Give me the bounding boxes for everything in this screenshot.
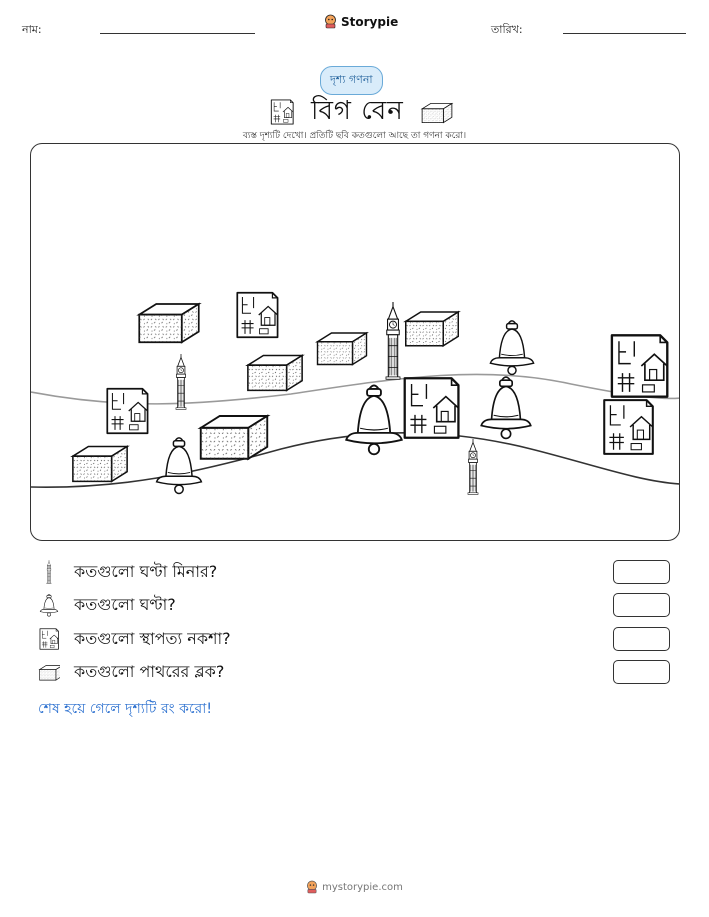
answer-box-blueprint[interactable] — [613, 627, 670, 651]
stone-block-icon — [420, 98, 454, 126]
blueprint-icon — [237, 293, 277, 338]
question-text: কতগুলো ঘণ্টা? — [74, 594, 176, 614]
blueprint-icon — [107, 389, 147, 434]
blueprint-icon — [269, 97, 295, 127]
instructions: ব্যস্ত দৃশ্যটি দেখো। প্রতিটি ছবি কতগুলো আছে তা গণনা করো। — [242, 131, 467, 141]
clock-tower-icon — [38, 560, 60, 584]
stone-block-icon — [73, 447, 127, 482]
clock-tower-icon — [468, 439, 478, 494]
bell-icon — [490, 321, 533, 375]
blueprint-icon — [38, 627, 60, 651]
brand — [324, 14, 398, 29]
counting-scene — [30, 143, 680, 541]
bell-icon — [157, 438, 202, 494]
blueprint-icon — [612, 335, 667, 396]
answer-box-clock-tower[interactable] — [613, 560, 670, 584]
date-label: তারিখ: — [491, 23, 523, 36]
answer-box-bell[interactable] — [613, 593, 670, 617]
stone-block-icon — [248, 356, 302, 391]
question-text: কতগুলো পাথরের ব্লক? — [74, 661, 225, 681]
name-field[interactable] — [100, 33, 255, 34]
clock-tower-icon — [386, 302, 400, 379]
stone-block-icon — [318, 333, 367, 365]
footer — [0, 880, 709, 894]
footer-url[interactable]: mystorypie.com — [322, 881, 403, 893]
answer-box-stone-block[interactable] — [613, 660, 670, 684]
stone-block-icon — [38, 660, 60, 684]
blueprint-icon — [604, 400, 653, 454]
question-row — [38, 591, 678, 619]
question-text: কতগুলো ঘণ্টা মিনার? — [74, 561, 218, 581]
stone-block-icon — [406, 312, 459, 346]
stone-block-icon — [139, 304, 199, 342]
stone-block-icon — [201, 416, 268, 459]
storypie-logo-icon — [306, 880, 318, 894]
brand-name: Storypie — [341, 14, 399, 29]
finish-instruction: শেষ হয়ে গেলে দৃশ্যটি রং করো! — [38, 701, 212, 717]
name-label: নাম: — [22, 23, 42, 36]
question-row — [38, 625, 678, 653]
page-title: বিগ বেন — [311, 96, 404, 126]
scene-canvas — [31, 144, 680, 541]
bell-icon — [481, 377, 531, 438]
bell-icon — [38, 593, 60, 617]
question-row — [38, 558, 678, 586]
question-row — [38, 658, 678, 686]
topic-badge: দৃশ্য গণনা — [320, 66, 383, 95]
storypie-logo-icon — [324, 14, 337, 29]
blueprint-icon — [405, 378, 459, 437]
question-text: কতগুলো স্থাপত্য নকশা? — [74, 628, 231, 648]
bell-icon — [346, 385, 402, 454]
date-field[interactable] — [563, 33, 686, 34]
clock-tower-icon — [176, 354, 186, 409]
